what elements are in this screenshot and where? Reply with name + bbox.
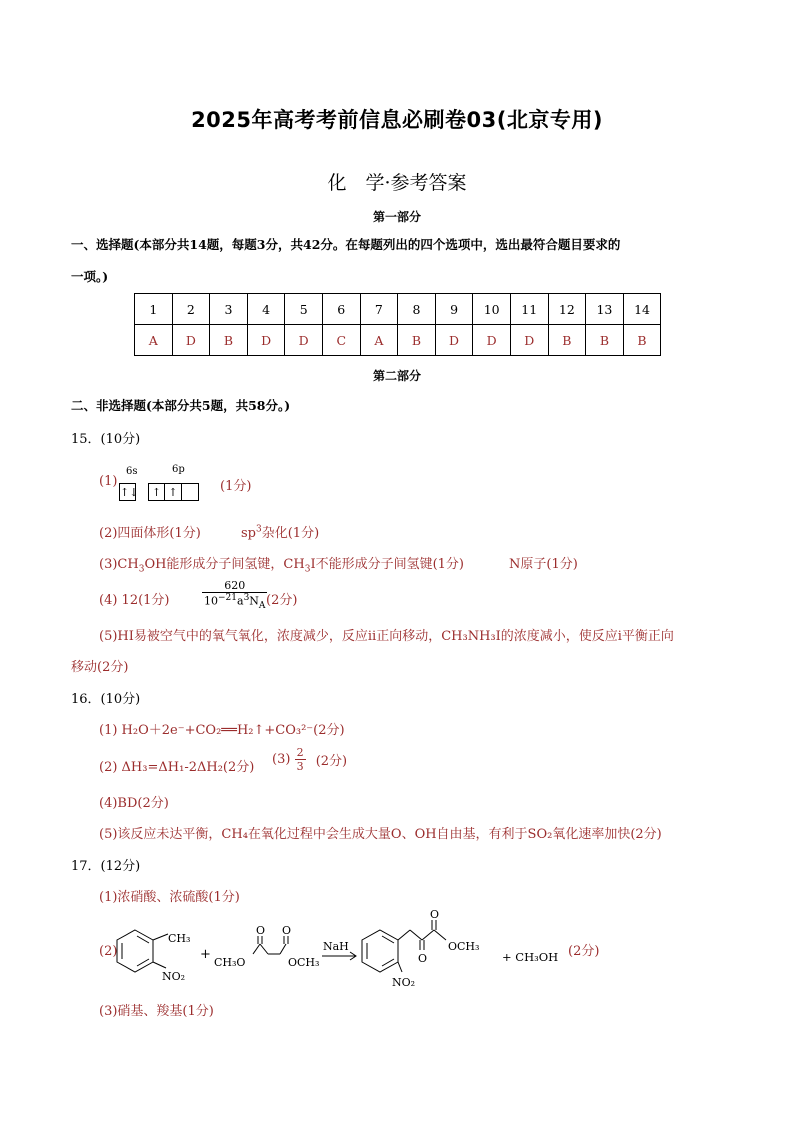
plus-sign: +	[200, 947, 211, 962]
q15-part1-prefix: (1)	[99, 474, 118, 489]
product-structure	[362, 920, 446, 972]
answer-number: 1	[135, 294, 173, 325]
single-electron-icon: ↑	[148, 483, 165, 501]
q16-part1-equation: (1) H₂O＋2e⁻+CO₂══H₂↑+CO₃²⁻(2分)	[99, 723, 345, 738]
q15-density-fraction	[202, 579, 267, 611]
answer-letter: D	[172, 325, 210, 356]
q15-part4-score: (2分)	[266, 593, 298, 608]
q16-part2-relation: (2) ΔH₃=ΔH₁-2ΔH₂(2分)	[99, 760, 255, 775]
answer-number: 7	[360, 294, 398, 325]
q16-fraction: $\frac{2}{3}$	[296, 746, 304, 773]
q15-part2-hybrid: $sp^3$杂化(1分)	[241, 524, 320, 541]
answer-letter: C	[322, 325, 360, 356]
answer-letter: B	[586, 325, 624, 356]
page-subtitle: 化 学·参考答案	[327, 172, 467, 194]
question-15-heading: 15．(10分)	[71, 432, 141, 447]
product-methoxy-label: OCH₃	[448, 940, 480, 953]
answer-number: 13	[586, 294, 624, 325]
answer-number: 14	[623, 294, 661, 325]
answer-number: 6	[322, 294, 360, 325]
answer-table	[134, 293, 661, 356]
part-one-heading: 第一部分	[372, 210, 421, 224]
answer-letter: B	[548, 325, 586, 356]
q15-part3-answer: $(3)CH_3OH$能形成分子间氢键，$CH_3I$不能形成分子间氢键(1分)	[99, 557, 465, 575]
answer-number: 5	[285, 294, 323, 325]
reaction-arrow-icon	[322, 952, 356, 960]
q15-part3-atom: N原子(1分)	[509, 557, 578, 572]
answer-letter: B	[398, 325, 436, 356]
answer-number: 9	[435, 294, 473, 325]
answer-letter: D	[510, 325, 548, 356]
page-title: 2025年高考考前信息必刷卷03(北京专用)	[191, 108, 603, 132]
single-electron-icon: ↑	[165, 483, 182, 501]
ester-left-label: CH₃O	[214, 956, 246, 969]
answer-letter: D	[473, 325, 511, 356]
orbital-6s-label: 6s	[126, 466, 138, 477]
answer-number: 3	[210, 294, 248, 325]
oxygen-label: O	[282, 924, 292, 937]
oxygen-label: O	[418, 952, 428, 965]
q17-part1-answer: (1)浓硝酸、浓硫酸(1分)	[99, 890, 240, 905]
answer-letter: D	[247, 325, 285, 356]
section-two-heading: 二、非选择题(本部分共5题，共58分。)	[71, 398, 291, 413]
q15-part2-shape: (2)四面体形(1分)	[99, 526, 201, 541]
fraction-denominator: $10^{-21}a^3N_A$	[204, 593, 266, 611]
reagent-label: NaH	[323, 940, 349, 953]
answer-letter: A	[135, 325, 173, 356]
dimethyl-oxalate-structure	[253, 936, 288, 954]
q17-part2-score: (2分)	[568, 944, 600, 959]
answer-number: 8	[398, 294, 436, 325]
q15-part5-line2: 移动(2分)	[71, 660, 129, 675]
q17-part2-prefix: (2)	[99, 944, 118, 959]
answer-letter: A	[360, 325, 398, 356]
q15-part1-score: (1分)	[220, 479, 252, 494]
q15-part4-count: (4) 12(1分)	[99, 593, 170, 608]
orbital-6s-box	[119, 481, 139, 501]
methanol-label: + CH₃OH	[502, 950, 559, 964]
empty-orbital-box	[182, 483, 199, 501]
answer-letter-row	[135, 325, 661, 356]
answer-number: 12	[548, 294, 586, 325]
nitro-label: NO₂	[162, 970, 186, 983]
oxygen-label: O	[430, 908, 440, 921]
q16-part5-answer: (5)该反应未达平衡，CH₄在氧化过程中会生成大量O、OH自由基，有利于SO₂氧化速率加快(2分)	[99, 827, 662, 842]
q16-part4-answer: (4)BD(2分)	[99, 796, 169, 811]
answer-letter: D	[435, 325, 473, 356]
answer-number: 2	[172, 294, 210, 325]
section-one-line1: 一、选择题(本部分共14题，每题3分，共42分。在每题列出的四个选项中，选出最符合题目要求的	[71, 237, 621, 252]
reaction-scheme	[110, 906, 630, 996]
q17-part3-answer: (3)硝基、羧基(1分)	[99, 1004, 214, 1019]
answer-number-row	[135, 294, 661, 325]
paired-electron-icon: ↑↓	[119, 483, 136, 501]
question-16-heading: 16．(10分)	[71, 692, 141, 707]
ester-right-label: OCH₃	[288, 956, 320, 969]
oxygen-label: O	[256, 924, 266, 937]
product-nitro-label: NO₂	[392, 976, 416, 989]
answer-number: 11	[510, 294, 548, 325]
answer-letter: B	[623, 325, 661, 356]
q15-part5-line1: (5)HI易被空气中的氧气氧化，浓度减少，反应ⅱ正向移动，CH₃NH₃I的浓度减小，使反应ⅰ平衡正向	[99, 629, 674, 644]
section-one-line2: 一项。)	[71, 269, 109, 284]
part-two-heading: 第二部分	[372, 369, 421, 383]
answer-letter: D	[285, 325, 323, 356]
fraction-numerator: 620	[202, 579, 267, 593]
answer-letter: B	[210, 325, 248, 356]
nitrotoluene-structure	[117, 930, 168, 972]
orbital-6p-label: 6p	[172, 464, 185, 475]
methyl-label: CH₃	[168, 932, 191, 945]
q16-part3-answer: (3) $\frac{2}{3}$ (2分)	[272, 746, 348, 773]
orbital-6p-boxes	[148, 481, 199, 501]
question-17-heading: 17．(12分)	[71, 859, 141, 874]
answer-number: 4	[247, 294, 285, 325]
answer-number: 10	[473, 294, 511, 325]
